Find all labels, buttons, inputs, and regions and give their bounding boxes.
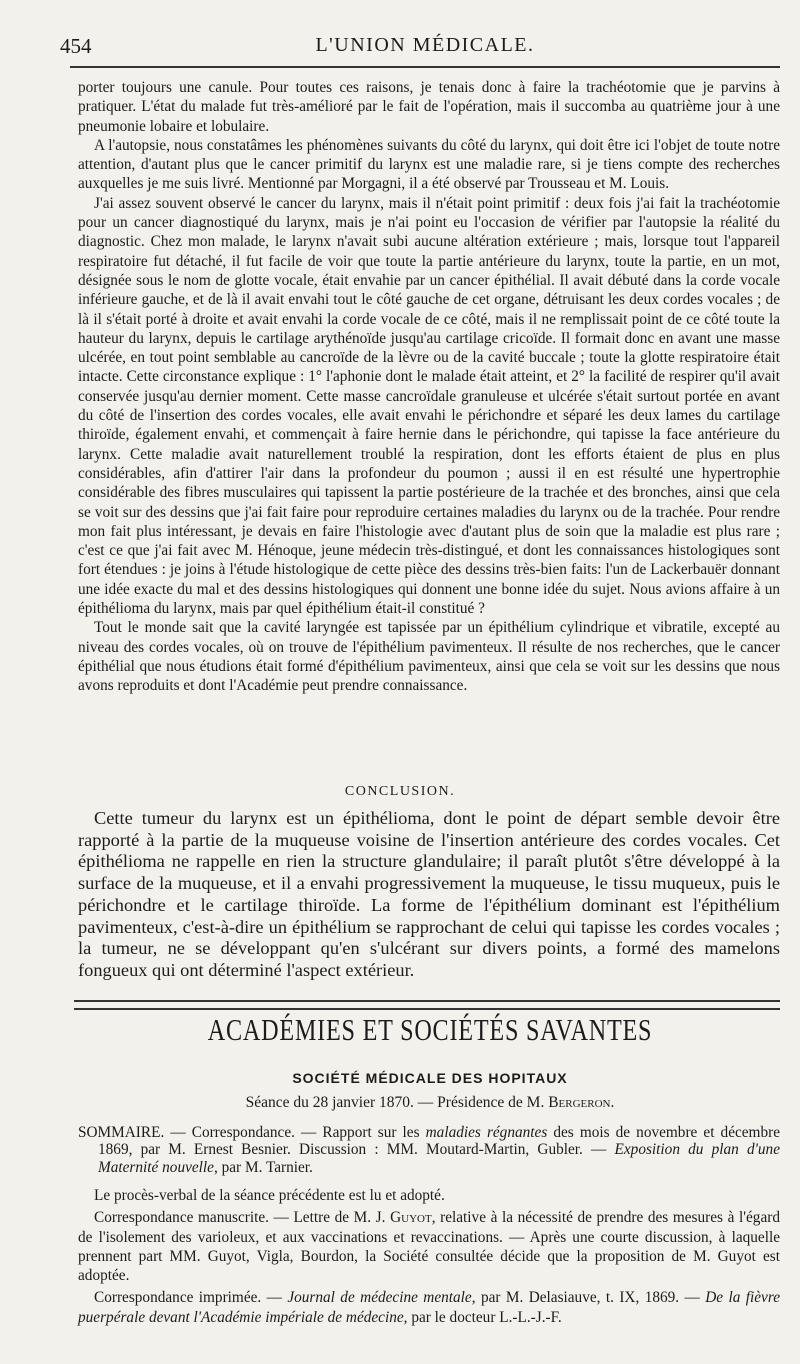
- article-body: [78, 78, 780, 696]
- text-part: , par le docteur L.-L.-J.-F.: [403, 1308, 562, 1326]
- president-name: Bergeron.: [548, 1094, 615, 1111]
- paragraph-autopsy: A l'autopsie, nous constatâmes les phénomènes suivants du côté du larynx, qui doit être ici l'objet de toute notre attention, d'autant plus que le cancer primitif du larynx est une maladie rare, si je tiens compte des recherches auxquelles je me suis livré. Mentionné par Morgagni, il a été observé par Trousseau et M. Louis.: [78, 136, 780, 193]
- text-part: , relative à la nécessité de prendre des mesures à l'égard de l'isolement des varioleux, et aux vaccinations et revaccinations. — Après une courte discussion, à laquelle prennent part MM. Guyot, Vigla, Bourdon, la Société consultée décide que la proposition de M. Guyot est adoptée.: [78, 1209, 780, 1285]
- conclusion-heading: CONCLUSION.: [344, 784, 456, 799]
- header-rule: [70, 66, 780, 68]
- conclusion-block: [78, 808, 780, 982]
- paragraph-epithelium: Tout le monde sait que la cavité laryngée est tapissée par un épithélium cylindrique et vibratile, excepté au niveau des cordes vocales, où on trouve de l'épithélium pavimenteux. Il résulte de nos recherches, que le cancer épithélial que nous étudions était formé d'épithélium pavimenteux, ainsi que cela se voit sur les dessins que nous avons reproduits et dont l'Académie peut prendre connaissance.: [78, 619, 780, 695]
- sommaire-text: [78, 1124, 780, 1176]
- page-number: 454: [60, 34, 92, 58]
- minutes-paragraph: Le procès-verbal de la séance précédente est lu et adopté.: [94, 1187, 445, 1204]
- sommaire-label: SOMMAIRE.: [78, 1124, 165, 1141]
- proceedings: [78, 1186, 780, 1327]
- text-part: Correspondance imprimée. —: [94, 1289, 288, 1307]
- running-head: [60, 34, 776, 60]
- sommaire-italic: maladies régnantes: [425, 1124, 548, 1141]
- sommaire-part: , par M. Tarnier.: [213, 1158, 313, 1176]
- sommaire-part: des mois de novembre et décembre 1869, par M. Ernest Besnier. Discussion : MM. Moutard-Martin, Gubler. —: [98, 1124, 780, 1159]
- conclusion-text: Cette tumeur du larynx est un épithélioma, dont le point de départ semble devoir être rapporté à la partie de la muqueuse voisine de l'insertion antérieure des cordes vocales. Cet épithélioma ne rappelle en rien la structure glandulaire; il paraît plutôt s'être développé à la surface de la muqueuse, et il a envahi progressivement la muqueuse, le tissu muqueux, puis le périchondre et le cartilage thiroïde. La forme de l'épithélium dominant est l'épithélium pavimenteux, c'est-à-dire un épithélium se rapprochant de celui qui tapisse les cordes vocales ; la tumeur, ne se développant qu'en s'ulcérant sur divers points, a formé des mamelons fongueux qui ont déterminé l'aspect extérieur.: [78, 808, 780, 980]
- society-title: SOCIÉTÉ MÉDICALE DES HOPITAUX: [292, 1070, 568, 1086]
- author-name: Guyot: [390, 1209, 432, 1227]
- text-part: , par M. Delasiauve, t. IX, 1869. —: [471, 1289, 706, 1307]
- journal-title: L'UNION MÉDICALE.: [315, 34, 535, 56]
- correspondence-manuscript: [78, 1208, 780, 1285]
- section-double-rule: [74, 1000, 780, 1010]
- seance-line: [0, 1094, 800, 1112]
- work-title: De la fièvre puerpérale devant l'Académie impériale de médecine: [78, 1289, 781, 1326]
- sommaire-part: — Correspondance. — Rapport sur les: [164, 1124, 426, 1141]
- sommaire: [78, 1124, 780, 1176]
- text-part: Correspondance manuscrite. — Lettre de M. J.: [94, 1209, 391, 1227]
- paragraph-continued: porter toujours une canule. Pour toutes ces raisons, je tenais donc à faire la trachéotomie que je parvins à pratiquer. L'état du malade fut très-amélioré par le fait de l'opération, mais il succomba au quatrième jour à une pneumonie lobaire et lobulaire.: [78, 79, 780, 135]
- journal-name: Journal de médecine mentale: [287, 1289, 472, 1307]
- correspondence-printed: [78, 1288, 780, 1327]
- paragraph-observation: J'ai assez souvent observé le cancer du larynx, mais il n'était point primitif : deux fois j'ai fait la trachéotomie pour un cancer diagnostiqué du larynx, mais je n'ai point eu l'occasion de vérifier par l'autopsie la réalité du diagnostic. Chez mon malade, le larynx n'avait subi aucune altération extérieure ; mais, lorsque tout l'appareil respiratoire fut détaché, il fut facile de voir que toute la partie antérieure du larynx, toute la partie, en un mot, désignée sous le nom de glotte vocale, était envahie par un cancer épithélial. Il avait débuté dans la corde vocale inférieure gauche, et de là il avait envahi tout le côté gauche de cet organe, détruisant les deux cordes vocales ; de là il s'était porté à droite et avait envahi la corde vocale de ce côté, mais il ne remplissait point de ce côté toute la hauteur du larynx, depuis le cartilage arythénoïde jusqu'au cartilage cricoïde. Il formait donc en avant une masse ulcérée, en tout point semblable au cancroïde de la lèvre ou de la cavité buccale ; toute la glotte respiratoire était intacte. Cette circonstance explique : 1° l'aphonie dont le malade était atteint, et 2° la facilité de respirer qu'il avait conservée jusqu'au dernier moment. Cette masse cancroïdale granuleuse et ulcérée s'était surtout portée en avant du côté de l'insertion des cordes vocales, elle avait envahi le périchondre et séparé les deux lames du cartilage thiroïde, également envahi, et commençait à faire hernie dans le périchondre, qui tapisse la face antérieure du larynx. Cette maladie avait naturellement troublé la respiration, dont les efforts étaient de plus en plus considérables, afin d'attirer l'air dans la profondeur du poumon ; aussi il en est résulté une hypertrophie considérable des fibres musculaires qui tapissent la partie postérieure de la trachée et des bronches, ainsi que cela se voit sur des dessins que j'ai fait faire pour reproduire certaines maladies du larynx ou de la trachée. Pour rendre mon fait plus intéressant, je devais en faire l'histologie avec d'autant plus de soin que la maladie est plus rare ; c'est ce que j'ai fait avec M. Hénoque, jeune médecin très-distingué, et dont les connaissances histologiques sont fort étendues : je joins à l'étude histologique de cette pièce des dessins très-bien faits: l'un de Lackerbauër donnant une idée exacte du mal et des dessins histologiques qui donnent une bonne idée du sujet. Nous avions affaire à un épithélioma du larynx, mais par quel épithélium était-il constitué ?: [78, 194, 780, 618]
- sommaire-italic: Exposition du plan d'une Maternité nouvelle: [98, 1141, 780, 1176]
- section-title: ACADÉMIES ET SOCIÉTÉS SAVANTES: [207, 1012, 653, 1047]
- seance-text: Séance du 28 janvier 1870. — Présidence de M.: [245, 1094, 549, 1111]
